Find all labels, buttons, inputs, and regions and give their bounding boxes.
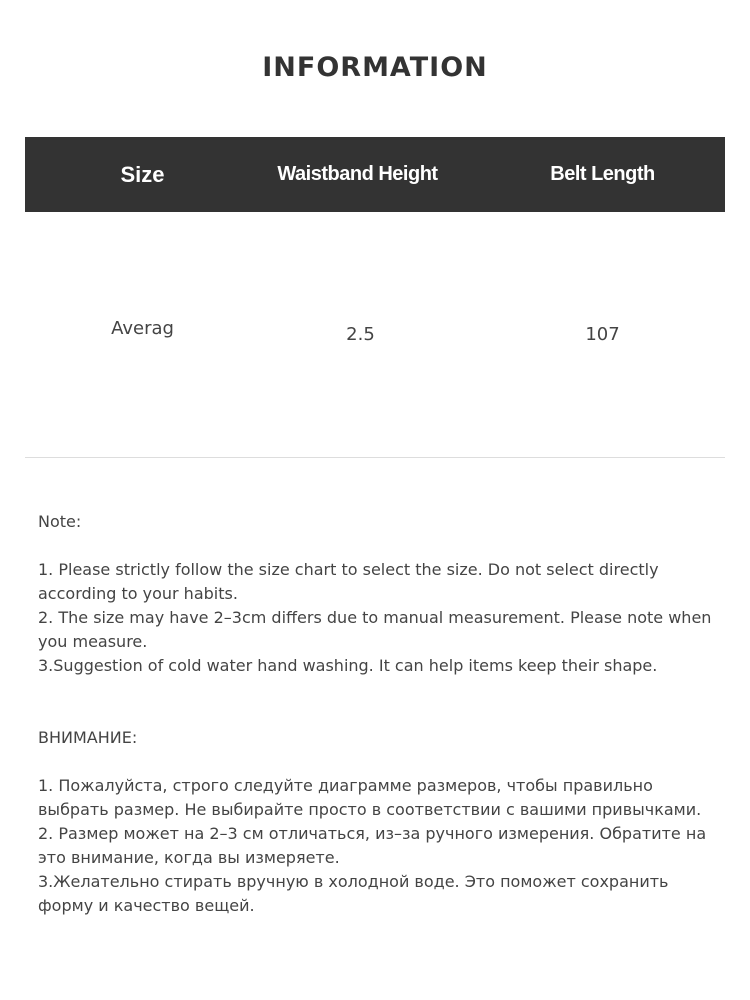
- note-heading: Note:: [38, 512, 82, 531]
- note-heading-ru: ВНИМАНИЕ:: [38, 728, 138, 747]
- note-item-ru: 1. Пожалуйста, строго следуйте диаграмме размеров, чтобы правильно выбрать размер. Не выбирайте просто в соответствии с вашими привычками.: [38, 776, 702, 819]
- page-title: INFORMATION: [262, 52, 488, 83]
- cell-waistband-height: 2.5: [346, 324, 375, 345]
- note-list-ru: [38, 774, 718, 918]
- note-item-ru: 2. Размер может на 2–3 см отличаться, из–за ручного измерения. Обратите на это внимание, когда вы измеряете.: [38, 824, 707, 867]
- size-table-header: [25, 137, 725, 212]
- note-item: 1. Please strictly follow the size chart to select the size. Do not select directly according to your habits.: [38, 560, 659, 603]
- column-header-size: Size: [120, 162, 165, 187]
- note-item-ru: 3.Желательно стирать вручную в холодной воде. Это поможет сохранить форму и качество вещей.: [38, 872, 669, 915]
- cell-size: Averag: [111, 318, 174, 339]
- table-divider: [25, 457, 725, 458]
- note-item: 3.Suggestion of cold water hand washing. It can help items keep their shape.: [38, 656, 658, 675]
- note-list: [38, 558, 718, 678]
- column-header-waistband-height: Waistband Height: [277, 163, 438, 185]
- column-header-belt-length: Belt Length: [550, 163, 655, 185]
- note-item: 2. The size may have 2–3cm differs due to manual measurement. Please note when you measure.: [38, 608, 712, 651]
- cell-belt-length: 107: [585, 324, 620, 345]
